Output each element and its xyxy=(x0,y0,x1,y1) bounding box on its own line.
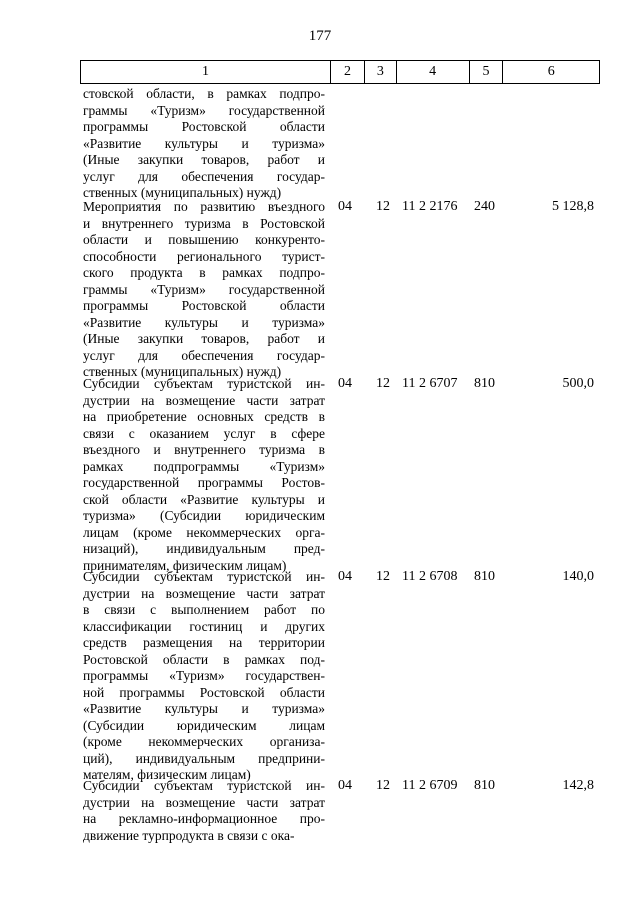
description-line: программы Ростовской области xyxy=(83,298,325,313)
amount-value: 500,0 xyxy=(562,376,594,391)
amount-value: 142,8 xyxy=(562,778,594,793)
row-description xyxy=(83,569,325,784)
description-line: «Развитие культуры и туризма» xyxy=(83,314,325,330)
expense-type-code: 810 xyxy=(474,569,495,584)
expense-type-code: 810 xyxy=(474,376,495,391)
description-line: ций), индивидуальным предприни- xyxy=(83,750,325,766)
expense-type-code: 240 xyxy=(474,199,495,214)
description-line: дустрии на возмещение части затрат xyxy=(83,585,325,601)
description-line: и внутреннего туризма в Ростовской xyxy=(83,215,325,231)
description-line: Субсидии субъектам туристской ин- xyxy=(83,569,325,584)
description-line: въездного и внутреннего туризма в xyxy=(83,442,325,457)
table-header xyxy=(80,60,600,84)
description-line: способности регионального турист- xyxy=(83,248,325,264)
description-line: Мероприятия по развитию въездного xyxy=(83,199,325,214)
description-line: ственных (муниципальных) нужд) xyxy=(83,185,282,200)
description-line: области и повышению конкуренто- xyxy=(83,232,325,247)
description-line: дустрии на возмещение части затрат xyxy=(83,392,325,408)
description-line: программы «Туризм» государствен- xyxy=(83,668,325,683)
description-line: ского продукта в рамках подпро- xyxy=(83,265,325,280)
header-col-4: 4 xyxy=(397,61,470,83)
description-line: «Развитие культуры и туризма» xyxy=(83,701,325,716)
amount-value: 140,0 xyxy=(562,569,594,584)
subsection-code: 12 xyxy=(376,199,390,214)
description-line: граммы «Туризм» государственной xyxy=(83,281,325,297)
subsection-code: 12 xyxy=(376,376,390,391)
description-line: (Субсидии юридическим лицам xyxy=(83,717,325,733)
description-line: мателям, физическим лицам) xyxy=(83,767,251,782)
header-col-3: 3 xyxy=(365,61,397,83)
header-col-2: 2 xyxy=(331,61,365,83)
subsection-code: 12 xyxy=(376,569,390,584)
description-line: низаций), индивидуальным пред- xyxy=(83,541,325,556)
description-line: движение турпродукта в связи с ока- xyxy=(83,827,295,843)
description-line: на приобретение основных средств в xyxy=(83,409,325,424)
target-article-code: 11 2 6707 xyxy=(402,376,458,391)
description-line: рамках подпрограммы «Туризм» xyxy=(83,458,325,474)
description-line: (кроме некоммерческих организа- xyxy=(83,734,325,749)
header-col-1: 1 xyxy=(81,61,331,83)
description-line: государственной программы Ростов- xyxy=(83,475,325,490)
description-line: ственных (муниципальных) нужд) xyxy=(83,364,282,379)
description-line: ской области «Развитие культуры и xyxy=(83,491,325,507)
target-article-code: 11 2 6709 xyxy=(402,778,458,793)
description-line: туризма» (Субсидии юридическим xyxy=(83,508,325,523)
amount-value: 5 128,8 xyxy=(552,199,594,214)
description-line: в связи с выполнением работ по xyxy=(83,602,325,617)
target-article-code: 11 2 2176 xyxy=(402,199,458,214)
target-article-code: 11 2 6708 xyxy=(402,569,458,584)
description-line: (Иные закупки товаров, работ и xyxy=(83,331,325,346)
description-line: услуг для обеспечения государ- xyxy=(83,168,325,184)
description-line: граммы «Туризм» государственной xyxy=(83,102,325,118)
section-code: 04 xyxy=(338,778,352,793)
row-description xyxy=(83,199,325,381)
subsection-code: 12 xyxy=(376,778,390,793)
description-line: средств размещения на территории xyxy=(83,635,325,650)
row-description xyxy=(83,86,325,202)
description-line: услуг для обеспечения государ- xyxy=(83,347,325,363)
description-line: классификации гостиниц и других xyxy=(83,618,325,634)
header-col-5: 5 xyxy=(470,61,504,83)
description-line: «Развитие культуры и туризма» xyxy=(83,135,325,151)
description-line: Ростовской области в рамках под- xyxy=(83,651,325,667)
section-code: 04 xyxy=(338,376,352,391)
description-line: на рекламно-информационное про- xyxy=(83,811,325,826)
section-code: 04 xyxy=(338,569,352,584)
description-line: программы Ростовской области xyxy=(83,119,325,134)
header-col-6: 6 xyxy=(547,64,555,79)
description-line: (Иные закупки товаров, работ и xyxy=(83,152,325,167)
row-description xyxy=(83,376,325,574)
expense-type-code: 810 xyxy=(474,778,495,793)
description-line: Субсидии субъектам туристской ин- xyxy=(83,376,325,391)
description-line: принимателям, физическим лицам) xyxy=(83,557,287,573)
description-line: связи с оказанием услуг в сфере xyxy=(83,425,325,441)
description-line: дустрии на возмещение части затрат xyxy=(83,794,325,810)
description-line: стовской области, в рамках подпро- xyxy=(83,86,325,101)
page-number: 177 xyxy=(308,28,332,44)
description-line: ной программы Ростовской области xyxy=(83,684,325,700)
description-line: Субсидии субъектам туристской ин- xyxy=(83,778,325,793)
section-code: 04 xyxy=(338,199,352,214)
row-description xyxy=(83,778,325,844)
description-line: лицам (кроме некоммерческих орга- xyxy=(83,524,325,540)
